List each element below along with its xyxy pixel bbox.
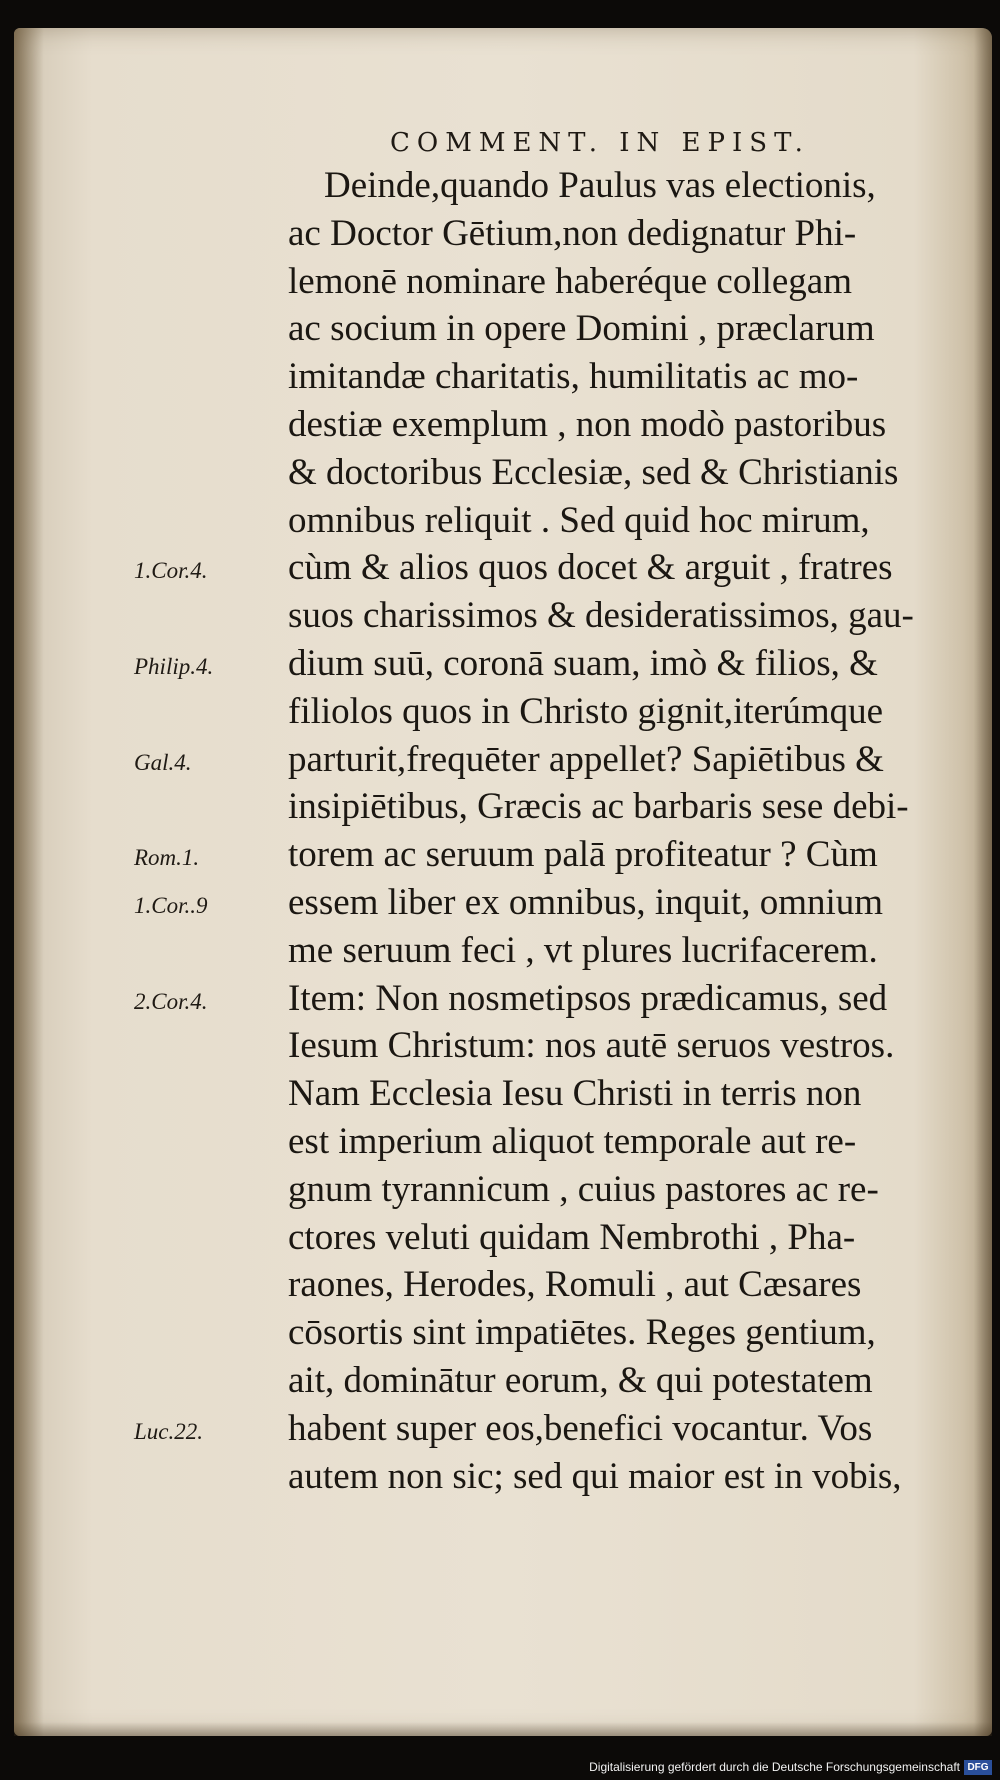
text-line: essem liber ex omnibus, inquit, omnium xyxy=(288,881,884,923)
text-line: lemonē nominare haberéque collegam xyxy=(288,260,852,302)
text-line: gnum tyrannicum , cuius pastores ac re- xyxy=(288,1168,879,1210)
text-line: Item: Non nosmetipsos prædicamus, sed xyxy=(288,977,888,1019)
margin-note: Philip.4. xyxy=(134,654,214,679)
text-line: & doctoribus Ecclesiæ, sed & Christianis xyxy=(288,451,899,493)
dfg-logo: DFG xyxy=(964,1760,992,1775)
text-line: dium suū, coronā suam, imò & filios, & xyxy=(288,642,878,684)
text-line: insipiētibus, Græcis ac barbaris sese debi- xyxy=(288,786,909,828)
text-line: habent super eos,benefici vocantur. Vos xyxy=(288,1407,873,1449)
margin-note: 1.Cor.4. xyxy=(134,558,208,584)
body-text xyxy=(288,162,968,1500)
page-edge-bottom xyxy=(14,1722,992,1736)
text-line: me seruum feci , vt plures lucrifacerem. xyxy=(288,929,878,971)
text-line: cùm & alios quos docet & arguit , fratres xyxy=(288,547,893,589)
text-line: omnibus reliquit . Sed quid hoc mirum, xyxy=(288,499,870,541)
funding-credit: Digitalisierung gefördert durch die Deutsche Forschungsgemeinschaft xyxy=(589,1760,960,1774)
text-line: est imperium aliquot temporale aut re- xyxy=(288,1120,857,1162)
text-line: imitandæ charitatis, humilitatis ac mo- xyxy=(288,356,859,398)
text-line: cōsortis sint impatiētes. Reges gentium, xyxy=(288,1312,876,1354)
running-head: COMMENT. IN EPIST. xyxy=(390,128,810,158)
margin-note: Rom.1. xyxy=(134,845,200,871)
footer-bar xyxy=(0,1750,1000,1780)
margin-note: 1.Cor..9 xyxy=(134,893,208,918)
text-line: torem ac seruum palā profiteatur ? Cùm xyxy=(288,834,878,876)
spine-shadow xyxy=(14,28,44,1736)
text-line: ac Doctor Gētium,non dedignatur Phi- xyxy=(288,212,857,254)
text-line: suos charissimos & desideratissimos, gau- xyxy=(288,595,914,637)
text-line: autem non sic; sed qui maior est in vobis, xyxy=(288,1455,902,1497)
text-line: raones, Herodes, Romuli , aut Cæsares xyxy=(288,1264,862,1306)
text-line: Deinde,quando Paulus vas electionis, xyxy=(324,165,876,206)
text-line: ac socium in opere Domini , præclarum xyxy=(288,308,875,350)
text-line: parturit,frequēter appellet? Sapiētibus & xyxy=(288,738,884,780)
text-line: destiæ exemplum , non modò pastoribus xyxy=(288,403,887,445)
text-line: Nam Ecclesia Iesu Christi in terris non xyxy=(288,1073,862,1115)
margin-note: Luc.22. xyxy=(134,1418,203,1444)
text-line: filiolos quos in Christo gignit,iterúmque xyxy=(288,690,884,732)
text-line: ait, dominātur eorum, & qui potestatem xyxy=(288,1359,873,1401)
margin-note: Gal.4. xyxy=(134,749,192,775)
page-edge-right xyxy=(974,28,992,1736)
text-line: ctores veluti quidam Nembrothi , Pha- xyxy=(288,1216,856,1258)
text-line: Iesum Christum: nos autē seruos vestros. xyxy=(288,1025,895,1067)
margin-note: 2.Cor.4. xyxy=(134,988,208,1014)
